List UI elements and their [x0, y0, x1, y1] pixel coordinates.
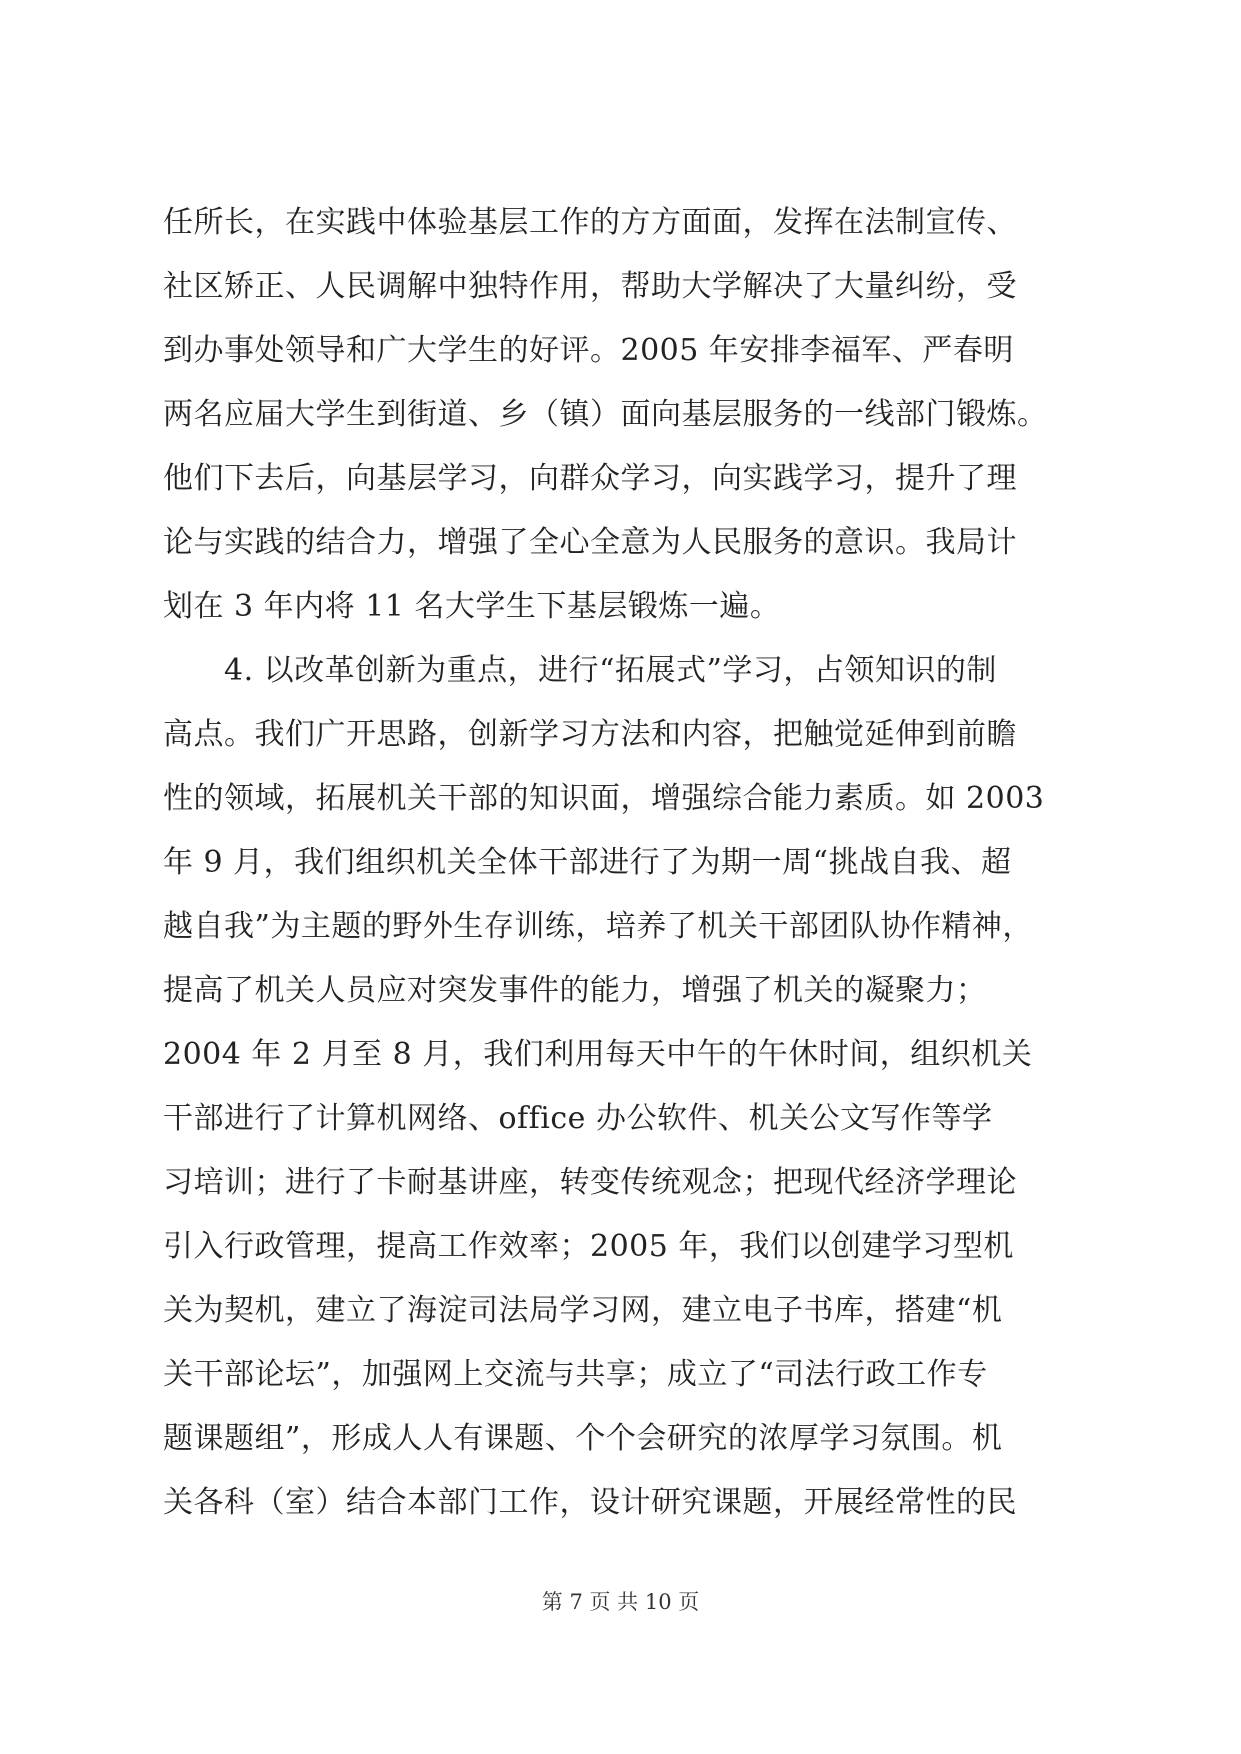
body-text [163, 191, 1083, 1535]
text-line: 2004 年 2 月至 8 月，我们利用每天中午的午休时间，组织机关 [163, 1037, 1033, 1072]
text-line: 他们下去后，向基层学习，向群众学习，向实践学习，提升了理 [163, 461, 1017, 496]
text-line: 到办事处领导和广大学生的好评。2005 年安排李福军、严春明 [163, 333, 1014, 368]
page-footer: 第 7 页 共 10 页 [541, 1590, 700, 1614]
text-line: 关各科（室）结合本部门工作，设计研究课题，开展经常性的民 [163, 1485, 1017, 1520]
text-line: 任所长，在实践中体验基层工作的方方面面，发挥在法制宣传、 [163, 205, 1017, 240]
text-line: 高点。我们广开思路，创新学习方法和内容，把触觉延伸到前瞻 [163, 717, 1017, 752]
text-line: 关为契机，建立了海淀司法局学习网，建立电子书库，搭建“机 [163, 1293, 1003, 1328]
text-line: 年 9 月，我们组织机关全体干部进行了为期一周“挑战自我、超 [163, 845, 1012, 880]
text-line: 性的领域，拓展机关干部的知识面，增强综合能力素质。如 2003 [163, 781, 1045, 816]
text-line: 提高了机关人员应对突发事件的能力，增强了机关的凝聚力； [163, 973, 987, 1008]
text-line: 划在 3 年内将 11 名大学生下基层锻炼一遍。 [163, 589, 781, 624]
text-line: 社区矫正、人民调解中独特作用，帮助大学解决了大量纠纷，受 [163, 269, 1017, 304]
text-line: 引入行政管理，提高工作效率；2005 年，我们以创建学习型机 [163, 1229, 1014, 1264]
text-line: 题课题组”，形成人人有课题、个个会研究的浓厚学习氛围。机 [163, 1421, 1003, 1456]
text-line: 论与实践的结合力，增强了全心全意为人民服务的意识。我局计 [163, 525, 1017, 560]
text-line: 关干部论坛”，加强网上交流与共享；成立了“司法行政工作专 [163, 1357, 988, 1392]
text-line: 两名应届大学生到街道、乡（镇）面向基层服务的一线部门锻炼。 [163, 397, 1048, 432]
text-line: 越自我”为主题的野外生存训练，培养了机关干部团队协作精神， [163, 909, 1033, 944]
text-line: 干部进行了计算机网络、office 办公软件、机关公文写作等学 [163, 1101, 993, 1136]
text-line: 4. 以改革创新为重点，进行“拓展式”学习，占领知识的制 [163, 653, 997, 688]
text-line: 习培训；进行了卡耐基讲座，转变传统观念；把现代经济学理论 [163, 1165, 1017, 1200]
